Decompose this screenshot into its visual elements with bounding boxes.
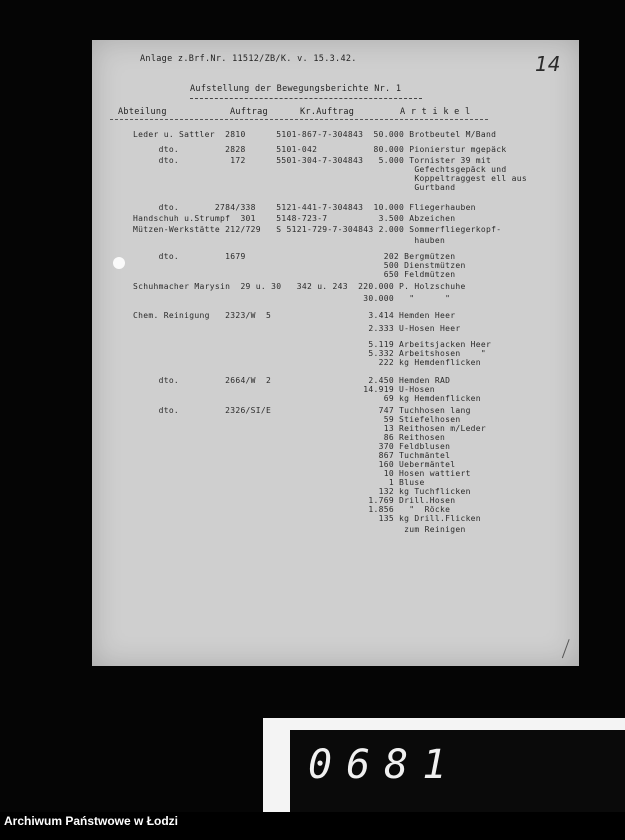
punch-hole [113,257,125,269]
frame-counter: 0681 [308,742,461,788]
document-line: dto. 2784/338 5121-441-7-304843 10.000 Fliegerhauben [133,203,476,212]
document-line: Handschuh u.Strumpf 301 5148-723-7 3.500 Abzeichen [133,214,456,223]
document-line: Schuhmacher Marysin 29 u. 30 342 u. 243 220.000 P. Holzschuhe [133,282,466,291]
document-reference: Anlage z.Brf.Nr. 11512/ZB/K. v. 15.3.42. [140,54,357,64]
document-line: 1.769 Drill.Hosen [133,496,456,505]
document-line: zum Reinigen [133,525,466,534]
document-line: 132 kg Tuchflicken [133,487,471,496]
document-line: dto. 2664/W 2 2.450 Hemden RAD [133,376,451,385]
document-line: 69 kg Hemdenflicken [133,394,481,403]
header-underline [110,119,488,120]
page-number: 14 [535,52,561,76]
document-line: 30.000 " " [133,294,451,303]
document-line: 867 Tuchmäntel [133,451,451,460]
document-line: 5.119 Arbeitsjacken Heer [133,340,492,349]
document-line: 10 Hosen wattiert [133,469,471,478]
document-line: 86 Reithosen [133,433,446,442]
document-line: dto. 2828 5101-042 80.000 Pionierstur mgepäck [133,145,507,154]
document-line: Gurtband [133,183,456,192]
document-title: Aufstellung der Bewegungsberichte Nr. 1 [190,84,402,94]
document-line: 13 Reithosen m/Leder [133,424,487,433]
header-auftrag: Auftrag [230,107,268,117]
document-line: 1 Bluse [133,478,425,487]
document-line: 5.332 Arbeitshosen " [133,349,487,358]
document-line: Gefechtsgepäck und [133,165,507,174]
document-line: Mützen-Werkstätte 212/729 S 5121-729-7-304843 2.000 Sommerfliegerkopf- [133,225,502,234]
document-line: hauben [133,236,446,245]
document-line: Chem. Reinigung 2323/W 5 3.414 Hemden Heer [133,311,456,320]
document-line: 222 kg Hemdenflicken [133,358,481,367]
document-line: 135 kg Drill.Flicken [133,514,481,523]
document-line: 650 Feldmützen [133,270,456,279]
document-line: 370 Feldblusen [133,442,451,451]
document-line: dto. 2326/SI/E 747 Tuchhosen lang [133,406,471,415]
header-artikel: A r t i k e l [400,107,471,117]
header-abteilung: Abteilung [118,107,167,117]
document-line: 2.333 U-Hosen Heer [133,324,461,333]
document-line: 500 Dienstmützen [133,261,466,270]
archive-credit: Archiwum Państwowe w Łodzi [4,814,179,828]
document-line: Leder u. Sattler 2810 5101-867-7-304843 50.000 Brotbeutel M/Band [133,130,497,139]
document-line: 59 Stiefelhosen [133,415,461,424]
document-line: dto. 172 5501-304-7-304843 5.000 Tornister 39 mit [133,156,492,165]
document-line: 1.856 " Röcke [133,505,451,514]
document-line: Koppeltraggest ell aus [133,174,527,183]
title-underline [190,98,422,99]
document-line: 14.919 U-Hosen [133,385,435,394]
document-line: 160 Uebermäntel [133,460,456,469]
document-line: dto. 1679 202 Bergmützen [133,252,456,261]
header-kr-auftrag: Kr.Auftrag [300,107,355,117]
